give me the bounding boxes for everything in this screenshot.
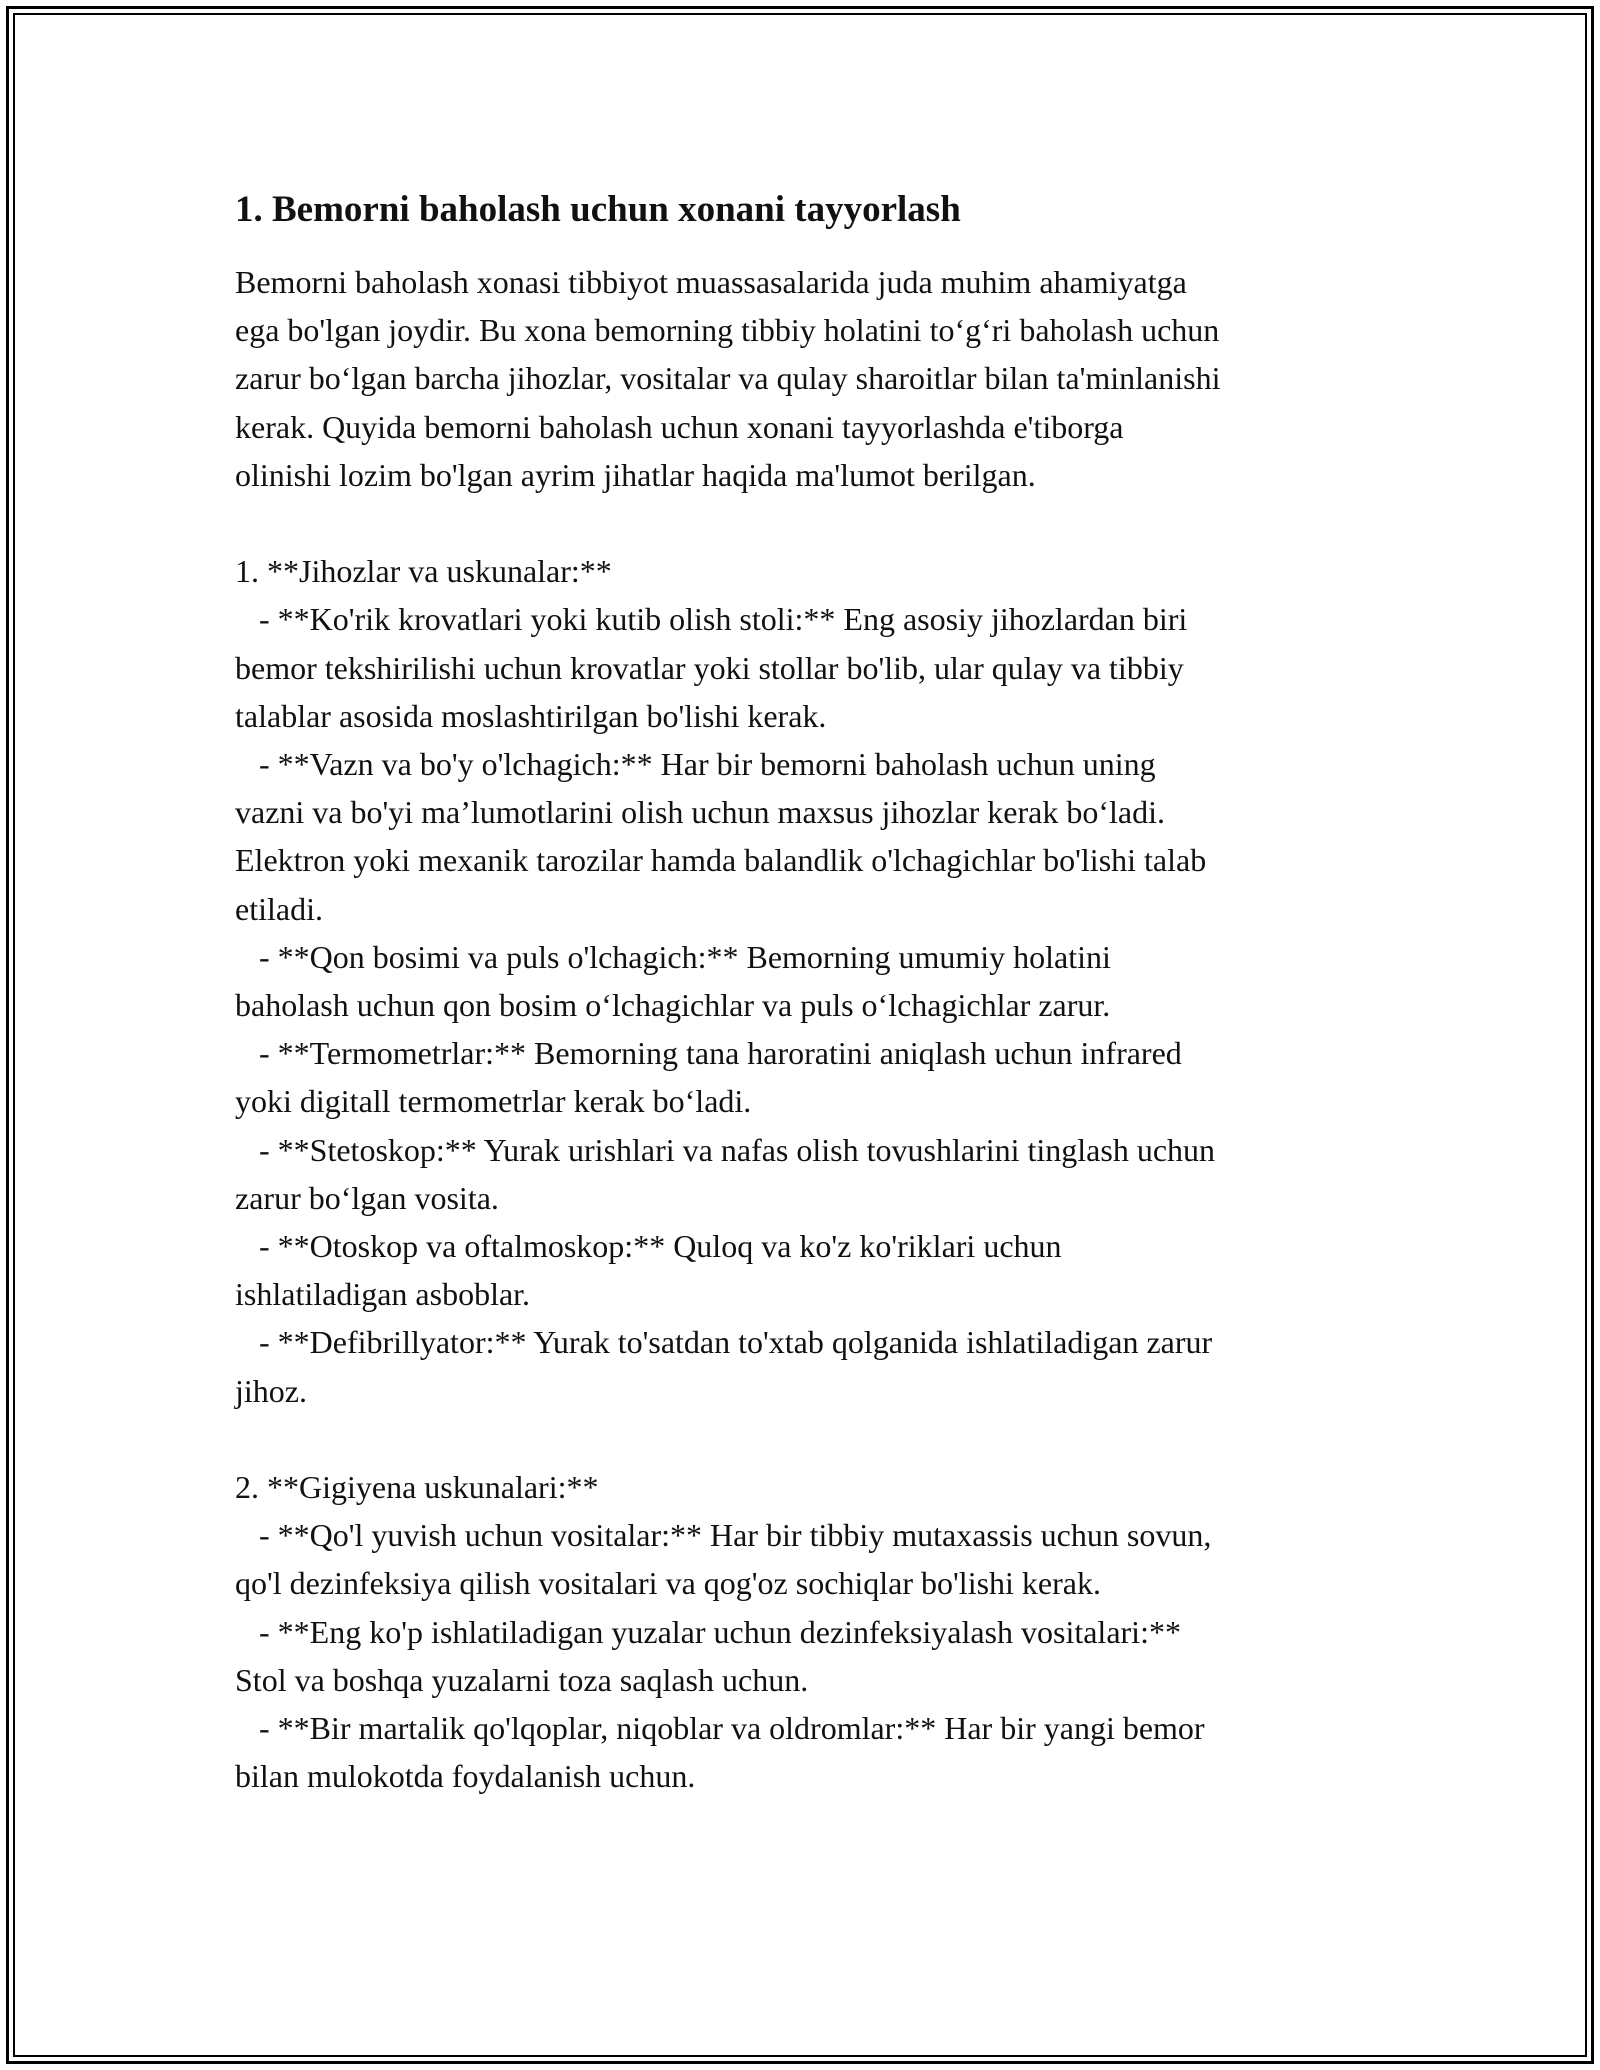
list-item-line: - **Termometrlar:** Bemorning tana haroratini aniqlash uchun infrared xyxy=(235,1035,1182,1072)
text-line: Stol va boshqa yuzalarni toza saqlash uchun. xyxy=(235,1661,809,1698)
list-item-line: - **Otoskop va oftalmoskop:** Quloq va ko'z ko'riklari uchun xyxy=(235,1228,1062,1265)
list-item-line: - **Eng ko'p ishlatiladigan yuzalar uchun dezinfeksiyalash vositalari:** xyxy=(235,1613,1181,1650)
section-heading: 2. **Gigiyena uskunalari:** xyxy=(235,1469,599,1506)
list-item-line: - **Qo'l yuvish uchun vositalar:** Har bir tibbiy mutaxassis uchun sovun, xyxy=(235,1517,1212,1554)
intro-paragraph xyxy=(235,258,1395,499)
text-line: kerak. Quyida bemorni baholash uchun xonani tayyorlashda e'tiborga xyxy=(235,408,1124,445)
text-line: qo'l dezinfeksiya qilish vositalari va qog'oz sochiqlar bo'lishi kerak. xyxy=(235,1565,1101,1602)
text-line: zarur bo‘lgan vosita. xyxy=(235,1179,499,1216)
document-body xyxy=(235,186,1395,1800)
text-line: baholash uchun qon bosim o‘lchagichlar va puls o‘lchagichlar zarur. xyxy=(235,987,1111,1024)
list-item-line: - **Vazn va bo'y o'lchagich:** Har bir bemorni baholash uchun uning xyxy=(235,746,1156,783)
text-line: bemor tekshirilishi uchun krovatlar yoki stollar bo'lib, ular qulay va tibbiy xyxy=(235,649,1184,686)
section-hygiene xyxy=(235,1463,1395,1800)
text-line: yoki digitall termometrlar kerak bo‘ladi. xyxy=(235,1083,752,1120)
document-title: 1. Bemorni baholash uchun xonani tayyorlash xyxy=(235,189,961,230)
text-line: etiladi. xyxy=(235,890,323,927)
list-item-line: - **Qon bosimi va puls o'lchagich:** Bemorning umumiy holatini xyxy=(235,938,1111,975)
text-line: ishlatiladigan asboblar. xyxy=(235,1276,531,1313)
text-line: talablar asosida moslashtirilgan bo'lishi kerak. xyxy=(235,697,827,734)
text-line: ega bo'lgan joydir. Bu xona bemorning tibbiy holatini to‘g‘ri baholash uchun xyxy=(235,312,1220,349)
text-line: bilan mulokotda foydalanish uchun. xyxy=(235,1758,696,1795)
text-line: zarur bo‘lgan barcha jihozlar, vositalar va qulay sharoitlar bilan ta'minlanishi xyxy=(235,360,1221,397)
paragraph-gap xyxy=(235,499,1395,547)
text-line: Elektron yoki mexanik tarozilar hamda balandlik o'lchagichlar bo'lishi talab xyxy=(235,842,1207,879)
text-line: jihoz. xyxy=(235,1372,307,1409)
text-line: olinishi lozim bo'lgan ayrim jihatlar haqida ma'lumot berilgan. xyxy=(235,456,1036,493)
text-line: Bemorni baholash xonasi tibbiyot muassasalarida juda muhim ahamiyatga xyxy=(235,264,1187,300)
list-item-line: - **Stetoskop:** Yurak urishlari va nafas olish tovushlarini tinglash uchun xyxy=(235,1131,1216,1168)
list-item-line: - **Defibrillyator:** Yurak to'satdan to'xtab qolganida ishlatiladigan zarur xyxy=(235,1324,1213,1361)
section-heading: 1. **Jihozlar va uskunalar:** xyxy=(235,553,612,590)
paragraph-gap xyxy=(235,1415,1395,1463)
section-equipment xyxy=(235,547,1395,1415)
list-item-line: - **Bir martalik qo'lqoplar, niqoblar va oldromlar:** Har bir yangi bemor xyxy=(235,1710,1205,1747)
list-item-line: - **Ko'rik krovatlari yoki kutib olish stoli:** Eng asosiy jihozlardan biri xyxy=(235,601,1188,638)
text-line: vazni va bo'yi ma’lumotlarini olish uchun maxsus jihozlar kerak bo‘ladi. xyxy=(235,794,1165,831)
